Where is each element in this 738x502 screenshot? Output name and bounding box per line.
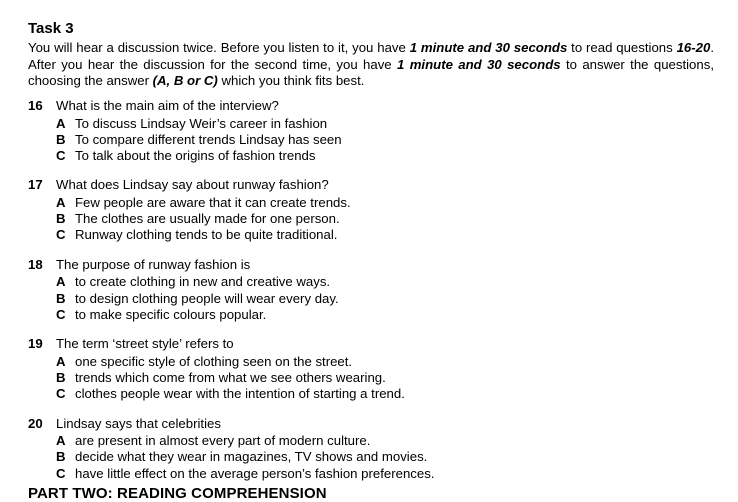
option-row[interactable]	[28, 116, 718, 132]
option-text: To discuss Lindsay Weir’s career in fashion	[75, 115, 328, 131]
instructions-emphasis-3: 1 minute and 30 seconds	[397, 56, 561, 72]
option-text: To compare different trends Lindsay has seen	[75, 131, 342, 147]
option-row[interactable]	[28, 307, 718, 323]
option-letter: C	[56, 227, 66, 243]
option-text: Runway clothing tends to be quite traditional.	[75, 227, 338, 243]
question-heading	[28, 336, 718, 353]
part-two-heading: PART TWO: READING COMPREHENSION	[28, 485, 327, 502]
option-row[interactable]	[28, 211, 718, 227]
question-item	[28, 177, 718, 243]
question-heading	[28, 416, 718, 433]
question-text: What does Lindsay say about runway fashion?	[56, 177, 329, 193]
option-letter: B	[56, 369, 66, 385]
instructions-text-4: to answer the questions, choosing the answer	[28, 56, 714, 88]
option-text: to design clothing people will wear every day.	[75, 290, 339, 306]
question-number: 16	[28, 98, 43, 113]
option-letter: C	[56, 148, 66, 164]
option-row[interactable]	[28, 449, 718, 465]
option-letter: A	[56, 353, 66, 369]
option-letter: C	[56, 386, 66, 402]
option-row[interactable]	[28, 148, 718, 164]
option-row[interactable]	[28, 274, 718, 290]
question-heading	[28, 177, 718, 194]
option-row[interactable]	[28, 466, 718, 482]
task-title: Task 3	[28, 20, 74, 37]
instructions-emphasis-4: (A, B or C)	[152, 73, 218, 88]
instructions-emphasis-2: 16-20	[676, 40, 711, 55]
option-letter: B	[56, 211, 66, 227]
option-row[interactable]	[28, 227, 718, 243]
option-letter: A	[56, 433, 66, 449]
option-row[interactable]	[28, 354, 718, 370]
instructions-emphasis-1: 1 minute and 30 seconds	[409, 40, 568, 55]
option-text: one specific style of clothing seen on the street.	[75, 353, 353, 369]
question-options	[28, 433, 718, 482]
question-number: 18	[28, 256, 43, 272]
instructions-text-3: . After you hear the discussion for the second time, you have	[28, 40, 714, 72]
option-text: clothes people wear with the intention of starting a trend.	[75, 386, 405, 402]
instructions-text-1: You will hear a discussion twice. Before you listen to it, you have	[28, 40, 410, 55]
question-text: The purpose of runway fashion is	[56, 256, 251, 272]
question-options	[28, 116, 718, 165]
question-text: The term ‘street style’ refers to	[56, 336, 234, 352]
question-item	[28, 336, 718, 402]
question-options	[28, 354, 718, 403]
question-number: 20	[28, 415, 43, 431]
question-item	[28, 98, 718, 164]
option-text: to make specific colours popular.	[75, 306, 267, 322]
option-letter: B	[56, 290, 66, 306]
option-letter: C	[56, 465, 66, 481]
option-text: to create clothing in new and creative ways.	[75, 274, 331, 290]
question-item	[28, 416, 718, 482]
option-row[interactable]	[28, 433, 718, 449]
questions-list	[28, 98, 718, 495]
option-letter: A	[56, 194, 66, 210]
option-text: have little effect on the average person’s fashion preferences.	[75, 465, 435, 481]
option-letter: B	[56, 131, 66, 147]
option-row[interactable]	[28, 370, 718, 386]
question-text: Lindsay says that celebrities	[56, 415, 221, 431]
question-heading	[28, 257, 718, 274]
question-item	[28, 257, 718, 323]
option-row[interactable]	[28, 132, 718, 148]
option-row[interactable]	[28, 386, 718, 402]
option-text: To talk about the origins of fashion trends	[75, 148, 316, 164]
question-text: What is the main aim of the interview?	[56, 98, 279, 113]
option-letter: A	[56, 115, 66, 131]
question-number: 19	[28, 336, 43, 352]
option-text: The clothes are usually made for one person.	[75, 211, 340, 227]
instructions-text-5: which you think fits best.	[217, 73, 365, 88]
option-letter: A	[56, 274, 66, 290]
option-letter: B	[56, 449, 66, 465]
option-row[interactable]	[28, 291, 718, 307]
option-letter: C	[56, 306, 66, 322]
instructions-text-2: to read questions	[567, 40, 677, 55]
question-number: 17	[28, 177, 43, 193]
option-text: decide what they wear in magazines, TV shows and movies.	[75, 449, 428, 465]
question-heading	[28, 98, 718, 115]
option-text: are present in almost every part of modern culture.	[75, 433, 371, 449]
task-instructions	[28, 40, 714, 90]
option-row[interactable]	[28, 195, 718, 211]
question-options	[28, 274, 718, 323]
option-text: Few people are aware that it can create trends.	[75, 194, 351, 210]
option-text: trends which come from what we see others wearing.	[75, 369, 386, 385]
question-options	[28, 195, 718, 244]
